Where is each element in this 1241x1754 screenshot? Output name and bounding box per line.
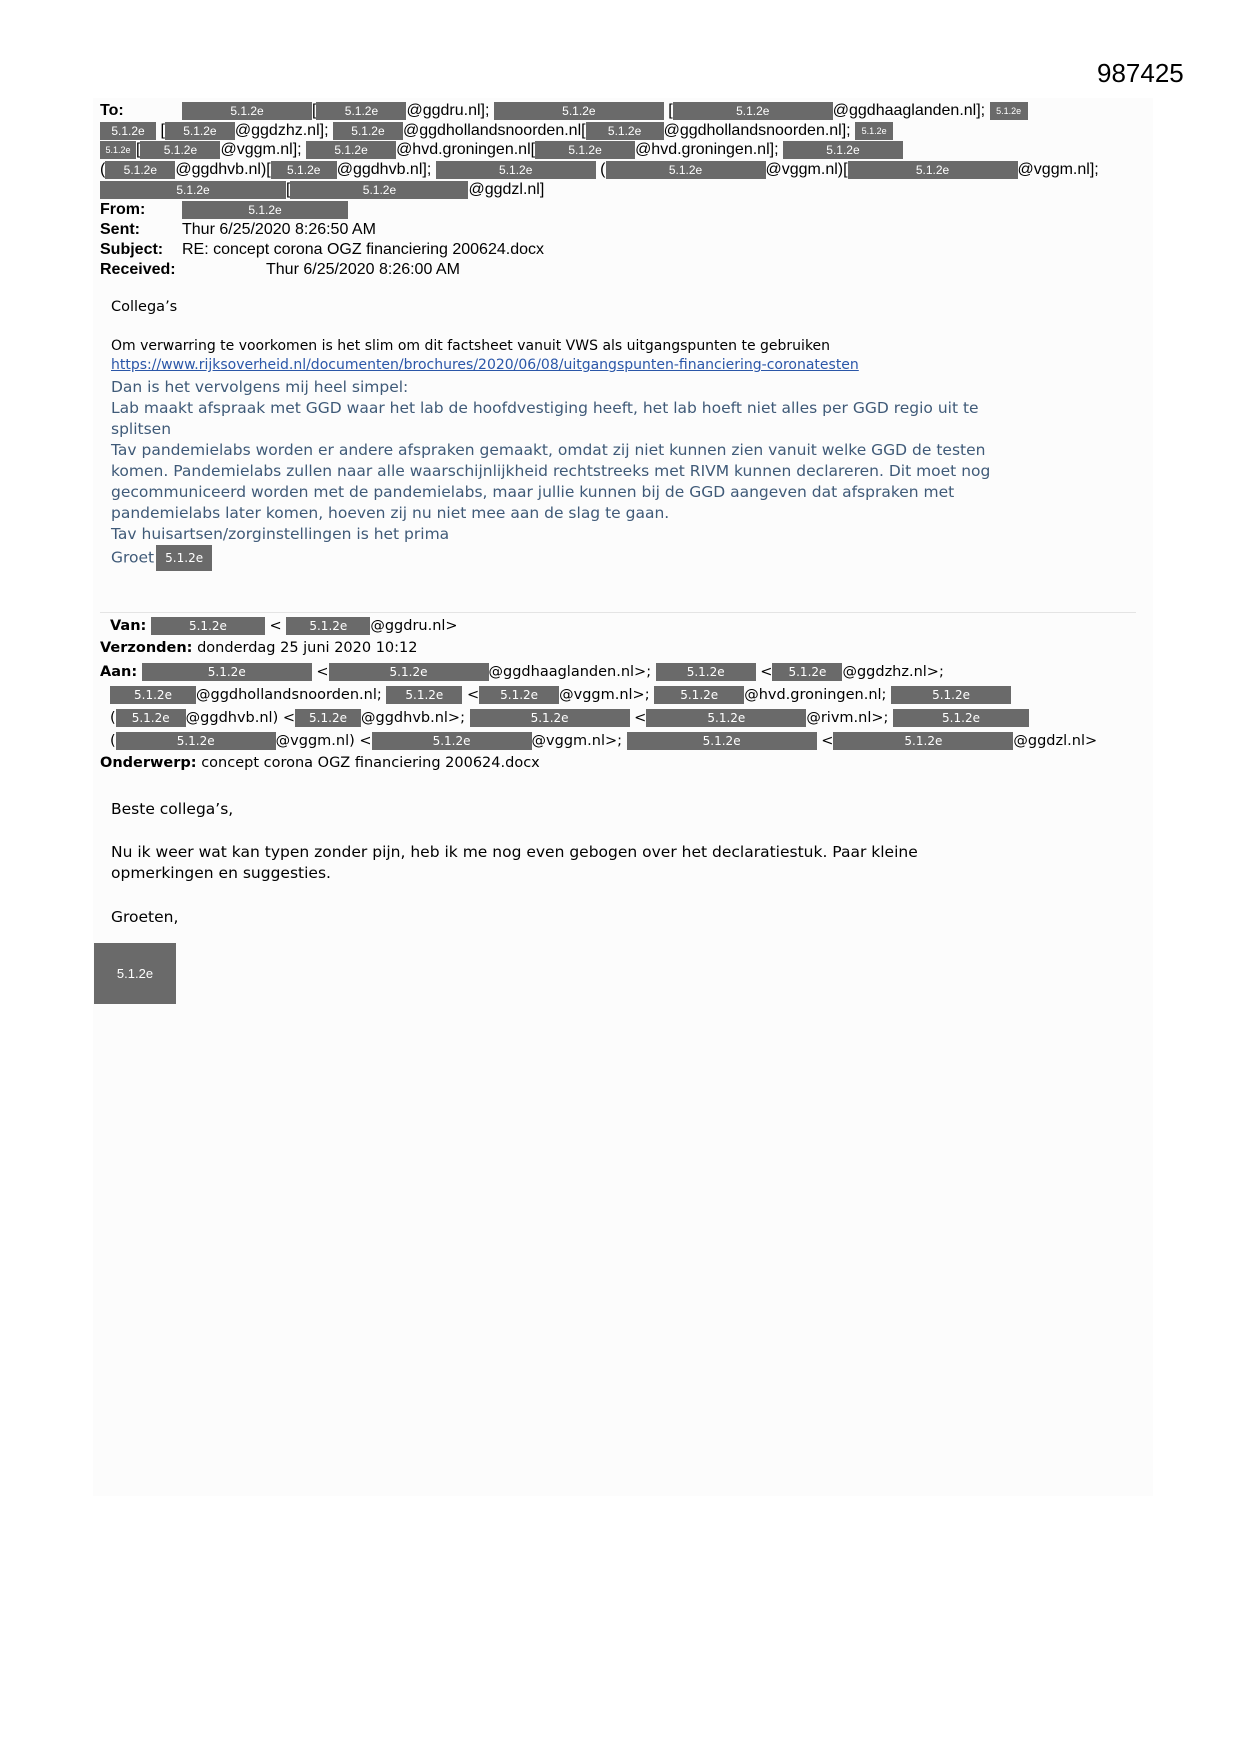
redaction: 5.1.2e: [100, 181, 286, 199]
separator: [100, 612, 1136, 613]
redaction: 5.1.2e: [182, 201, 348, 219]
to-line-2: 5.1.2e [ 5.1.2e @ggdzhz.nl]; 5.1.2e @ggdhollandsnoorden.nl[ 5.1.2e @ggdhollandsnoorden.nl]; 5.1.2e: [100, 121, 893, 141]
redaction: 5.1.2e: [105, 161, 175, 179]
email-fragment: @ggdhollandsnoorden.nl[: [402, 122, 586, 139]
redaction: 5.1.2e: [833, 732, 1013, 750]
redaction: 5.1.2e: [606, 161, 766, 179]
redaction: 5.1.2e: [271, 161, 337, 179]
email-fragment: @ggdhollandsnoorden.nl];: [663, 122, 851, 139]
email-fragment: @ggdru.nl];: [406, 102, 490, 119]
reply-greeting: Collega’s: [111, 299, 178, 315]
email-fragment: @ggdhvb.nl)[: [175, 161, 271, 178]
from-value: [182, 200, 348, 220]
to-line-1: 5.1.2e [ 5.1.2e @ggdru.nl]; 5.1.2e [ 5.1.2e @ggdhaaglanden.nl]; 5.1.2e: [182, 101, 1028, 121]
redaction: 5.1.2e: [110, 686, 196, 704]
redaction: 5.1.2e: [290, 181, 468, 199]
reply-p2b: splitsen: [111, 420, 172, 438]
redaction: 5.1.2e: [494, 102, 664, 120]
verzonden-line: [100, 640, 418, 656]
reply-p1: Dan is het vervolgens mij heel simpel:: [111, 378, 409, 396]
document-number: 987425: [1097, 58, 1184, 88]
redaction: 5.1.2e: [142, 663, 312, 681]
redaction: 5.1.2e: [772, 663, 842, 681]
redaction: 5.1.2e: [165, 122, 235, 140]
redaction: 5.1.2e: [100, 122, 156, 140]
redaction: 5.1.2e: [286, 617, 370, 635]
factsheet-link[interactable]: https://www.rijksoverheid.nl/documenten/brochures/2020/06/08/uitgangspunten-financiering-coronatesten: [111, 357, 859, 373]
onderwerp-label: Onderwerp:: [100, 755, 197, 771]
email-fragment: @ggdhvb.nl];: [336, 161, 432, 178]
redaction: 5.1.2e: [156, 545, 212, 571]
redaction: 5.1.2e: [372, 732, 532, 750]
redaction: 5.1.2e: [306, 141, 396, 159]
original-line2: opmerkingen en suggesties.: [111, 864, 331, 882]
email-fragment: @vggm.nl) <: [275, 733, 372, 749]
redaction: 5.1.2e: [891, 686, 1011, 704]
redaction: 5.1.2e: [329, 663, 489, 681]
reply-sign-text: Groet: [111, 548, 155, 567]
reply-p3d: pandemielabs later komen, hoeven zij nu niet mee aan de slag te gaan.: [111, 504, 670, 522]
aan-line-3: ( 5.1.2e @ggdhvb.nl) < 5.1.2e @ggdhvb.nl>; 5.1.2e < 5.1.2e @rivm.nl>; 5.1.2e: [110, 709, 1029, 727]
subject-label: Subject:: [100, 241, 164, 258]
redaction: 5.1.2e: [990, 102, 1028, 120]
redaction: 5.1.2e: [116, 732, 276, 750]
sent-label: Sent:: [100, 221, 140, 238]
redaction: 5.1.2e: [316, 102, 406, 120]
email-fragment: @ggdzl.nl>: [1013, 733, 1098, 749]
original-closing: Groeten,: [111, 908, 179, 926]
email-fragment: @hvd.groningen.nl];: [635, 141, 779, 158]
redaction: 5.1.2e: [295, 709, 361, 727]
document-page: [93, 98, 1153, 1496]
reply-p3c: gecommuniceerd worden met de pandemielabs, maar jullie kunnen bij de GGD aangeven dat afspraken met: [111, 483, 955, 501]
redaction: 5.1.2e: [140, 141, 220, 159]
redaction: 5.1.2e: [182, 102, 312, 120]
van-label: Van:: [110, 618, 147, 634]
email-fragment: @ggdhvb.nl>;: [361, 710, 465, 726]
email-fragment: @ggdzhz.nl];: [234, 122, 329, 139]
to-line-3: 5.1.2e [ 5.1.2e @vggm.nl]; 5.1.2e @hvd.groningen.nl[ 5.1.2e @hvd.groningen.nl]; 5.1.2e: [100, 140, 903, 160]
email-fragment: @hvd.groningen.nl[: [396, 141, 536, 158]
aan-line-2: 5.1.2e @ggdhollandsnoorden.nl; 5.1.2e < 5.1.2e @vggm.nl>; 5.1.2e @hvd.groningen.nl; 5.1.2e: [110, 686, 1011, 704]
from-label: From:: [100, 201, 146, 218]
redaction: 5.1.2e: [333, 122, 403, 140]
sent-value: Thur 6/25/2020 8:26:50 AM: [182, 221, 376, 238]
email-fragment: @vggm.nl];: [1017, 161, 1099, 178]
reply-p3a: Tav pandemielabs worden er andere afspraken gemaakt, omdat zij niet kunnen zien vanuit welke GGD de testen: [111, 441, 986, 459]
redaction: 5.1.2e: [151, 617, 265, 635]
to-label: To:: [100, 102, 124, 119]
email-fragment: @ggdhaaglanden.nl>;: [488, 664, 652, 680]
redaction: 5.1.2e: [656, 663, 756, 681]
email-fragment: @vggm.nl)[: [765, 161, 848, 178]
verzonden-label: Verzonden:: [100, 640, 193, 656]
reply-p3b: komen. Pandemielabs zullen naar alle waarschijnlijkheid rechtstreeks met RIVM kunnen declareren. Dit moet nog: [111, 462, 991, 480]
email-fragment: @vggm.nl];: [220, 141, 302, 158]
email-fragment: @rivm.nl>;: [806, 710, 889, 726]
reply-line1: Om verwarring te voorkomen is het slim om dit factsheet vanuit VWS als uitgangspunten te gebruiken: [111, 338, 831, 354]
redaction: 5.1.2e: [783, 141, 903, 159]
to-line-4: ( 5.1.2e @ggdhvb.nl)[ 5.1.2e @ggdhvb.nl]; 5.1.2e ( 5.1.2e @vggm.nl)[ 5.1.2e @vggm.nl];: [100, 161, 1099, 178]
redaction: 5.1.2e: [893, 709, 1029, 727]
redaction: 5.1.2e: [479, 686, 559, 704]
onderwerp-line: [100, 755, 540, 771]
email-fragment: @ggdhollandsnoorden.nl;: [196, 687, 382, 703]
verzonden-value: donderdag 25 juni 2020 10:12: [197, 640, 418, 656]
email-fragment: @ggdhvb.nl) <: [185, 710, 296, 726]
redaction: 5.1.2e: [436, 161, 596, 179]
received-label: Received:: [100, 261, 176, 278]
email-fragment: @ggdru.nl>: [370, 618, 458, 634]
redaction: 5.1.2e: [627, 732, 817, 750]
aan-line-1: Aan: 5.1.2e < 5.1.2e @ggdhaaglanden.nl>; 5.1.2e < 5.1.2e @ggdzhz.nl>;: [100, 664, 944, 680]
reply-sign: [111, 545, 990, 571]
original-line1: Nu ik weer wat kan typen zonder pijn, heb ik me nog even gebogen over het declaratiestuk. Paar kleine: [111, 843, 918, 861]
redaction: 5.1.2e: [535, 141, 635, 159]
redaction: 5.1.2e: [386, 686, 462, 704]
email-fragment: @vggm.nl>;: [559, 687, 650, 703]
onderwerp-value: concept corona OGZ financiering 200624.docx: [201, 755, 540, 771]
redaction: 5.1.2e: [654, 686, 744, 704]
redaction: 5.1.2e: [470, 709, 630, 727]
redaction: 5.1.2e: [100, 141, 136, 159]
email-fragment: @ggdhaaglanden.nl];: [832, 102, 986, 119]
original-greeting: Beste collega’s,: [111, 800, 234, 818]
received-value: Thur 6/25/2020 8:26:00 AM: [266, 261, 460, 278]
to-line-5: 5.1.2e [ 5.1.2e @ggdzl.nl]: [100, 180, 544, 200]
aan-label: Aan:: [100, 664, 138, 680]
reply-paragraphs: [111, 377, 990, 571]
email-fragment: @vggm.nl>;: [531, 733, 623, 749]
reply-p2a: Lab maakt afspraak met GGD waar het lab de hoofdvestiging heeft, het lab hoeft niet alles per GGD regio uit te: [111, 399, 979, 417]
redaction: 5.1.2e: [848, 161, 1018, 179]
reply-p4: Tav huisartsen/zorginstellingen is het prima: [111, 525, 450, 543]
redaction: 5.1.2e: [586, 122, 664, 140]
email-fragment: @hvd.groningen.nl;: [744, 687, 887, 703]
redaction: 5.1.2e: [855, 122, 893, 140]
subject-value: RE: concept corona OGZ financiering 200624.docx: [182, 241, 544, 258]
redaction: 5.1.2e: [116, 709, 186, 727]
aan-line-4: ( 5.1.2e @vggm.nl) < 5.1.2e @vggm.nl>; 5.1.2e < 5.1.2e @ggdzl.nl>: [110, 733, 1098, 749]
email-fragment: @ggdzhz.nl>;: [842, 664, 944, 680]
redaction: 5.1.2e: [646, 709, 806, 727]
signature-redaction: 5.1.2e: [94, 943, 176, 1004]
original-body: [111, 842, 918, 884]
van-line: Van: 5.1.2e < 5.1.2e @ggdru.nl>: [110, 618, 458, 634]
redaction: 5.1.2e: [673, 102, 833, 120]
email-fragment: @ggdzl.nl]: [468, 181, 545, 198]
